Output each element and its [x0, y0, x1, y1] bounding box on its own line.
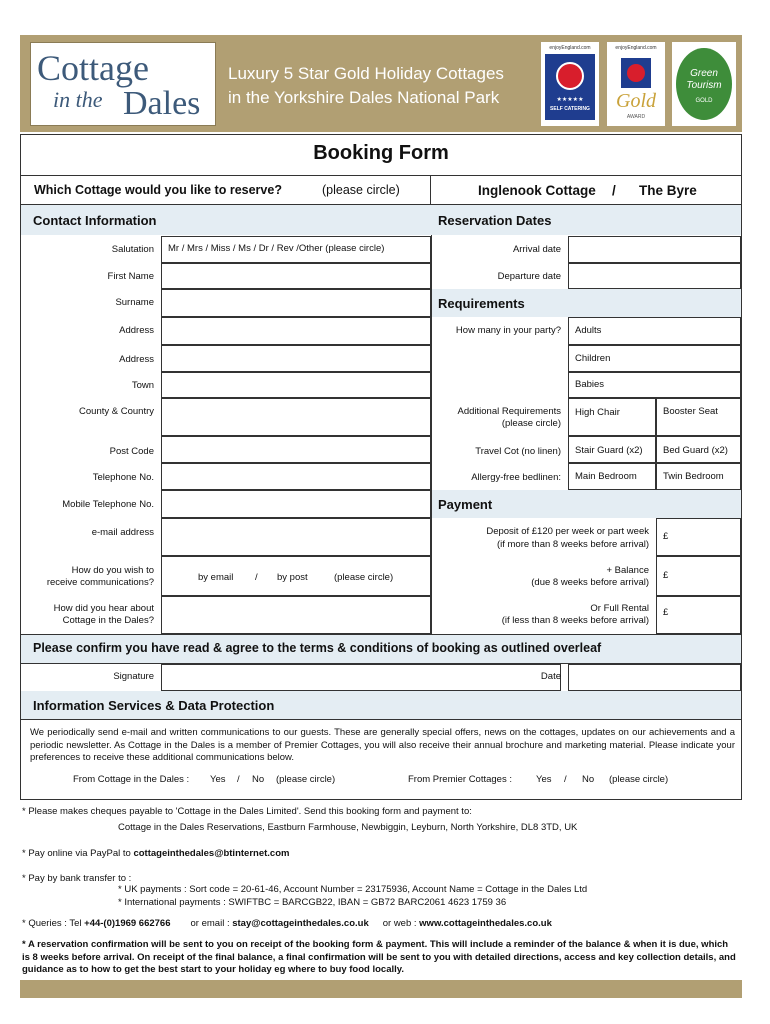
queries-email[interactable]: stay@cottageinthedales.co.uk: [232, 918, 369, 929]
badge3-l2: Tourism: [686, 80, 722, 91]
queries-web[interactable]: www.cottageinthedales.co.uk: [419, 918, 552, 929]
page-title: Booking Form: [313, 142, 449, 164]
bed-guard-label: Bed Guard (x2): [663, 445, 728, 456]
bank-intl: * International payments : SWIFTBC = BARCGB22, IBAN = GB72 BARC2061 4623 1759 36: [118, 897, 507, 908]
town-input[interactable]: [161, 372, 431, 398]
cid-sep: /: [237, 774, 240, 785]
full-rental-currency: £: [663, 607, 669, 618]
premier-hint: (please circle): [609, 774, 669, 785]
cottage-sep: /: [612, 183, 616, 198]
stair-guard-label: Stair Guard (x2): [575, 445, 643, 456]
deposit-amount-input[interactable]: [656, 518, 741, 556]
cottage-option-inglenook[interactable]: Inglenook Cottage: [478, 183, 596, 198]
full-rental-label-1: Or Full Rental: [590, 603, 649, 614]
full-rental-amount-input[interactable]: [656, 596, 741, 634]
cottage-option-byre[interactable]: The Byre: [639, 183, 697, 198]
travel-cot-label: Travel Cot (no linen): [475, 446, 561, 457]
info-heading: Information Services & Data Protection: [33, 698, 275, 713]
badge1-url: enjoyEngland.com: [549, 45, 591, 51]
party-label: How many in your party?: [455, 325, 561, 336]
hear-question-1: How did you hear about: [53, 603, 154, 614]
tagline-1: Luxury 5 Star Gold Holiday Cottages: [228, 64, 504, 83]
badge-self-catering: [541, 42, 599, 126]
additional-label-2: (please circle): [501, 418, 561, 429]
address2-label: Address: [119, 354, 154, 365]
high-chair-label: High Chair: [575, 407, 620, 418]
queries-tel[interactable]: +44-(0)1969 662766: [84, 918, 171, 929]
bank-uk: * UK payments : Sort code = 20-61-46, Account Number = 23175936, Account Name = Cottage in the Dales Ltd: [118, 884, 588, 895]
date-label: Date: [540, 671, 561, 682]
allergy-label: Allergy-free bedlinen:: [471, 472, 561, 483]
departure-date-input[interactable]: [568, 263, 741, 289]
badge3-l1: Green: [690, 68, 718, 79]
signature-label: Signature: [113, 671, 154, 682]
cottage-question: Which Cottage would you like to reserve?: [34, 183, 282, 197]
surname-input[interactable]: [161, 289, 431, 317]
balance-label-1: + Balance: [606, 565, 649, 576]
logo-line2a: in the: [53, 87, 103, 112]
additional-label-1: Additional Requirements: [457, 406, 561, 417]
badge2-sub: AWARD: [626, 114, 646, 120]
babies-label: Babies: [575, 379, 605, 390]
info-paragraph: We periodically send e-mail and written communications to our guests. These are generally special offers, news on the cottages, updates on our achievements and a periodic newsletter. As Cottage in the Dales is a member of Premier Cottages, you will also receive their annual brochure and marketing material. Please indicate your preferences to receive these additional communications below.: [30, 727, 735, 763]
contact-heading: Contact Information: [33, 213, 157, 228]
badge-green-tourism: [672, 42, 736, 126]
cottage-question-cell: [21, 176, 431, 204]
postcode-label: Post Code: [109, 446, 154, 457]
cid-no-option[interactable]: No: [252, 774, 265, 785]
badge-gold-award: [607, 42, 665, 126]
badge3-l3: GOLD: [695, 98, 713, 104]
premier-sep: /: [564, 774, 567, 785]
departure-label: Departure date: [497, 271, 561, 282]
email-input[interactable]: [161, 518, 431, 556]
address1-label: Address: [119, 325, 154, 336]
hear-about-input[interactable]: [161, 596, 431, 634]
balance-label-2: (due 8 weeks before arrival): [531, 577, 649, 588]
date-input[interactable]: [568, 664, 741, 691]
deposit-label-2: (if more than 8 weeks before arrival): [496, 539, 649, 550]
confirmation-note: * A reservation confirmation will be sent to you on receipt of the booking form & payment. This will include a reminder of the balance & when it is due, which is 8 weeks before arrival. On receipt of the final balance, a final confirmation will be sent to you with detailed directions, access and key collection details, and guidance as to how to get the best start to your holiday eg where to buy food locally.: [22, 939, 736, 975]
comm-hint: (please circle): [334, 572, 394, 583]
logo-line1: Cottage: [37, 48, 149, 88]
comm-question-2: receive communications?: [46, 577, 154, 588]
town-label: Town: [131, 380, 154, 391]
address2-input[interactable]: [161, 345, 431, 372]
salutation-label: Salutation: [111, 244, 154, 255]
from-cid-label: From Cottage in the Dales :: [73, 774, 190, 785]
adults-label: Adults: [575, 325, 602, 336]
paypal-note: [22, 848, 289, 859]
full-rental-label-2: (if less than 8 weeks before arrival): [501, 615, 649, 626]
queries-web-prefix: or web :: [382, 918, 420, 929]
main-bedroom-label: Main Bedroom: [575, 471, 637, 482]
reservation-heading: Reservation Dates: [438, 213, 552, 228]
badge2-label: Gold: [616, 90, 656, 112]
mobile-input[interactable]: [161, 490, 431, 518]
address1-input[interactable]: [161, 317, 431, 345]
postcode-input[interactable]: [161, 436, 431, 463]
footer-band: [20, 980, 742, 998]
queries-prefix: * Queries : Tel: [22, 918, 85, 929]
postal-address: Cottage in the Dales Reservations, Eastburn Farmhouse, Newbiggin, Leyburn, North Yorkshire, DL8 3TD, UK: [118, 822, 578, 833]
cid-hint: (please circle): [276, 774, 336, 785]
premier-no-option[interactable]: No: [582, 774, 595, 785]
county-label: County & Country: [79, 406, 154, 417]
twin-bedroom-label: Twin Bedroom: [663, 471, 724, 482]
paypal-email[interactable]: cottageinthedales@btinternet.com: [133, 848, 290, 859]
from-premier-label: From Premier Cottages :: [408, 774, 512, 785]
cottage-hint: (please circle): [322, 183, 400, 197]
comm-sep: /: [255, 572, 258, 583]
logo-line2b: Dales: [123, 85, 201, 122]
logo: [30, 42, 216, 126]
booster-seat-option[interactable]: [656, 398, 741, 436]
telephone-input[interactable]: [161, 463, 431, 490]
queries-note: [22, 918, 552, 929]
confirm-heading: Please confirm you have read & agree to the terms & conditions of booking as outlined overleaf: [33, 641, 602, 655]
deposit-currency: £: [663, 531, 669, 542]
telephone-label: Telephone No.: [92, 472, 154, 483]
bank-note: * Pay by bank transfer to :: [22, 873, 132, 884]
paypal-prefix: * Pay online via PayPal to: [22, 848, 134, 859]
comm-option-email[interactable]: by email: [198, 572, 234, 583]
hear-question-2: Cottage in the Dales?: [62, 615, 154, 626]
first-name-label: First Name: [107, 271, 154, 282]
surname-label: Surname: [115, 297, 154, 308]
cid-yes-option[interactable]: Yes: [210, 774, 226, 785]
queries-email-prefix: or email :: [190, 918, 233, 929]
requirements-heading: Requirements: [438, 296, 525, 311]
first-name-input[interactable]: [161, 263, 431, 289]
county-input[interactable]: [161, 398, 431, 436]
booster-label: Booster Seat: [663, 406, 718, 417]
badge1-label: SELF CATERING: [550, 106, 590, 112]
badge2-url: enjoyEngland.com: [615, 45, 657, 51]
rose-icon: [556, 62, 584, 90]
arrival-date-input[interactable]: [568, 236, 741, 263]
payment-heading: Payment: [438, 497, 493, 512]
mobile-label: Mobile Telephone No.: [62, 499, 154, 510]
premier-yes-option[interactable]: Yes: [536, 774, 552, 785]
cheques-note: * Please makes cheques payable to 'Cottage in the Dales Limited'. Send this booking form and payment to:: [22, 806, 472, 817]
balance-currency: £: [663, 570, 669, 581]
deposit-label-1: Deposit of £120 per week or part week: [486, 526, 649, 537]
tagline-2: in the Yorkshire Dales National Park: [228, 88, 500, 107]
rose-icon-inner: [627, 64, 645, 82]
salutation-options[interactable]: Mr / Mrs / Miss / Ms / Dr / Rev /Other (please circle): [168, 243, 385, 254]
badge1-stars: ★★★★★: [556, 97, 584, 103]
arrival-label: Arrival date: [512, 244, 561, 255]
comm-option-post[interactable]: by post: [277, 572, 308, 583]
email-label: e-mail address: [91, 527, 154, 538]
comm-question-1: How do you wish to: [71, 565, 154, 576]
children-label: Children: [575, 353, 611, 364]
balance-amount-input[interactable]: [656, 556, 741, 596]
